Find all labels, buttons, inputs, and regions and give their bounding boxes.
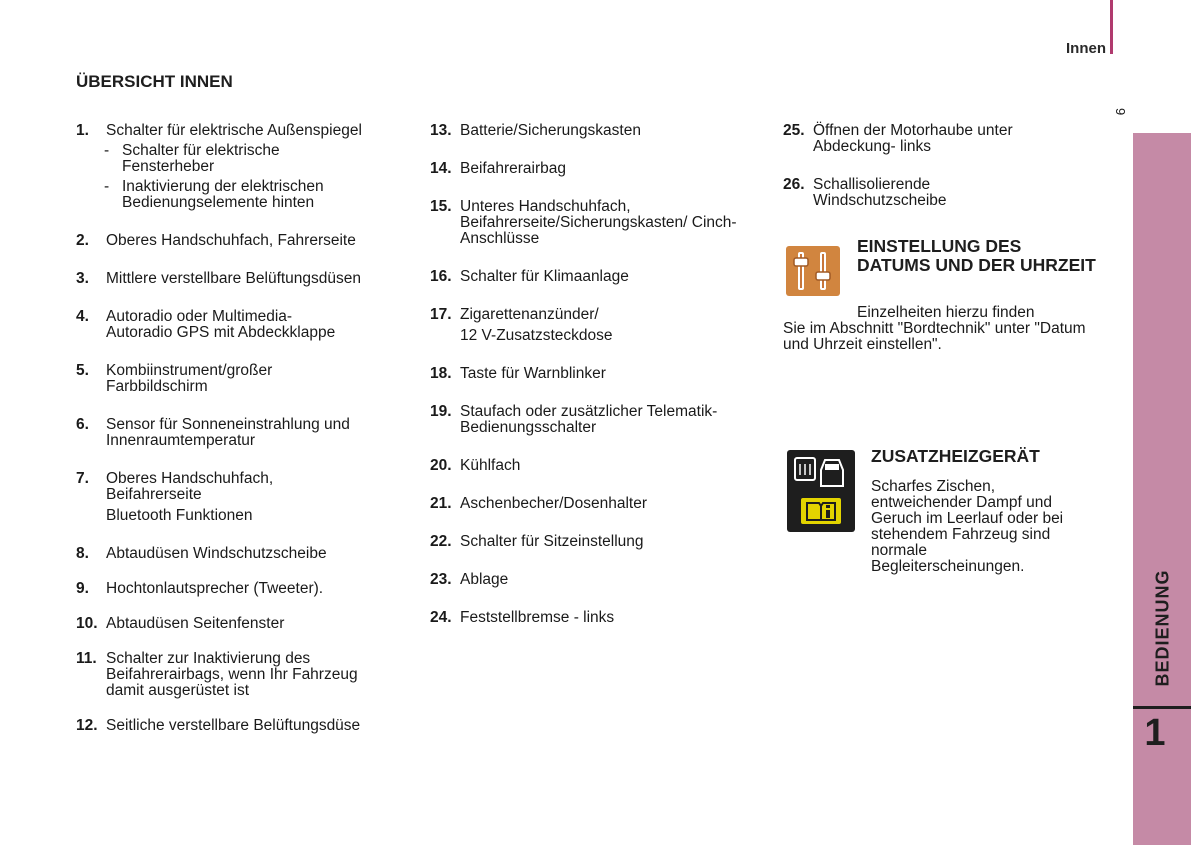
item-text: Staufach oder zusätzlicher Telematik-Bedienungsschalter — [460, 403, 718, 436]
item-text: Aschenbecher/Dosenhalter — [460, 495, 647, 512]
item-number: 6. — [76, 416, 89, 433]
list-item — [430, 404, 750, 436]
item-number: 10. — [76, 615, 98, 632]
date-time-text-first-line: Einzelheiten hierzu finden — [857, 304, 1035, 321]
item-number: 13. — [430, 122, 452, 139]
item-text: Unteres Handschuhfach, Beifahrerseite/Sicherungskasten/ Cinch-Anschlüsse — [460, 198, 737, 247]
list-item — [430, 534, 750, 550]
item-text: Zigarettenanzünder/ — [460, 306, 599, 323]
list-item — [76, 616, 416, 632]
date-time-section-title: EINSTELLUNG DES DATUMS UND DER UHRZEIT — [857, 236, 1096, 275]
item-number: 26. — [783, 176, 805, 193]
sub-item-text: Inaktivierung der elektrischen Bedienungselemente hinten — [122, 178, 324, 211]
list-item — [76, 363, 416, 395]
item-number: 23. — [430, 571, 452, 588]
item-text: Schallisolierende Windschutzscheibe — [813, 176, 947, 209]
item-number: 14. — [430, 160, 452, 177]
item-extra-text: Bluetooth Funktionen — [106, 507, 253, 524]
list-item — [430, 161, 750, 177]
date-time-text-body: Sie im Abschnitt "Bordtechnik" unter "Datum und Uhrzeit einstellen". — [783, 320, 1086, 353]
item-text: Taste für Warnblinker — [460, 365, 606, 382]
item-number: 11. — [76, 650, 97, 667]
item-text: Beifahrerairbag — [460, 160, 566, 177]
item-number: 24. — [430, 609, 452, 626]
list-item — [76, 123, 416, 139]
item-text: Schalter für Klimaanlage — [460, 268, 629, 285]
item-text: Hochtonlautsprecher (Tweeter). — [106, 580, 324, 597]
sub-list-item: - Schalter für elektrische Fensterheber — [104, 143, 416, 175]
list-item — [430, 307, 750, 344]
list-item — [76, 271, 416, 287]
page-number: 9 — [1113, 108, 1128, 116]
settings-sliders-icon — [786, 246, 840, 296]
list-item — [783, 123, 1103, 155]
list-item — [76, 309, 416, 341]
item-number: 1. — [76, 122, 89, 139]
item-text: Autoradio oder Multimedia-Autoradio GPS mit Abdeckklappe — [106, 308, 336, 341]
item-number: 8. — [76, 545, 89, 562]
sub-list-item: - Inaktivierung der elektrischen Bedienungselemente hinten — [104, 179, 416, 211]
list-item — [430, 572, 750, 588]
item-text: Mittlere verstellbare Belüftungsdüsen — [106, 270, 362, 287]
item-number: 2. — [76, 232, 89, 249]
item-number: 3. — [76, 270, 89, 287]
auxiliary-heater-info-icon — [787, 450, 855, 532]
list-item — [430, 366, 750, 382]
list-item — [76, 581, 416, 597]
item-number: 9. — [76, 580, 89, 597]
chapter-divider — [1133, 706, 1191, 709]
list-item — [76, 233, 416, 249]
item-text: Seitliche verstellbare Belüftungsdüse — [106, 717, 361, 734]
item-text: Kombiinstrument/großer Farbbildschirm — [106, 362, 273, 395]
chapter-number: 1 — [1144, 712, 1166, 754]
list-item — [76, 546, 416, 562]
item-number: 16. — [430, 268, 452, 285]
item-text: Oberes Handschuhfach, Fahrerseite — [106, 232, 356, 249]
item-number: 15. — [430, 198, 452, 215]
item-text: Öffnen der Motorhaube unter Abdeckung- links — [813, 122, 1013, 155]
item-text: Schalter für elektrische Außenspiegel — [106, 122, 362, 139]
list-item — [76, 718, 416, 734]
list-item — [430, 269, 750, 285]
list-item — [430, 199, 750, 247]
item-text: Schalter für Sitzeinstellung — [460, 533, 644, 550]
item-extra-text: 12 V-Zusatzsteckdose — [460, 327, 613, 344]
list-item — [76, 651, 416, 699]
item-text: Sensor für Sonneneinstrahlung und Innenraumtemperatur — [106, 416, 350, 449]
item-number: 12. — [76, 717, 98, 734]
item-number: 21. — [430, 495, 452, 512]
item-number: 5. — [76, 362, 89, 379]
overview-column-3 — [783, 123, 1103, 209]
item-text: Abtaudüsen Seitenfenster — [106, 615, 285, 632]
item-text: Feststellbremse - links — [460, 609, 615, 626]
item-number: 22. — [430, 533, 452, 550]
item-number: 7. — [76, 470, 89, 487]
item-text: Batterie/Sicherungskasten — [460, 122, 641, 139]
list-item — [76, 471, 416, 524]
list-item — [430, 496, 750, 512]
item-text: Oberes Handschuhfach, Beifahrerseite — [106, 470, 274, 503]
header-divider — [1110, 0, 1113, 54]
page-header-title: Innen — [1066, 40, 1106, 57]
item-number: 18. — [430, 365, 452, 382]
sub-item-text: Schalter für elektrische Fensterheber — [122, 142, 280, 175]
overview-column-2 — [430, 123, 750, 626]
chapter-label: BEDIENUNG — [1152, 569, 1173, 687]
item-number: 25. — [783, 122, 805, 139]
item-number: 19. — [430, 403, 452, 420]
item-text: Abtaudüsen Windschutzscheibe — [106, 545, 327, 562]
item-number: 20. — [430, 457, 452, 474]
overview-column-1 — [76, 123, 416, 734]
item-text: Ablage — [460, 571, 509, 588]
list-item — [76, 417, 416, 449]
item-number: 4. — [76, 308, 89, 325]
list-item — [430, 123, 750, 139]
list-item — [783, 177, 1103, 209]
item-text: Schalter zur Inaktivierung des Beifahrerairbags, wenn Ihr Fahrzeug damit ausgerüstet ist — [106, 650, 358, 699]
item-text: Kühlfach — [460, 457, 521, 474]
list-item — [430, 610, 750, 626]
heater-section-title: ZUSATZHEIZGERÄT — [871, 446, 1040, 466]
item-number: 17. — [430, 306, 452, 323]
list-item — [430, 458, 750, 474]
page-title: ÜBERSICHT INNEN — [76, 72, 233, 91]
heater-section-text: Scharfes Zischen, entweichender Dampf und Geruch im Leerlauf oder bei stehendem Fahrzeug sind normale Begleiterscheinungen. — [871, 478, 1064, 575]
